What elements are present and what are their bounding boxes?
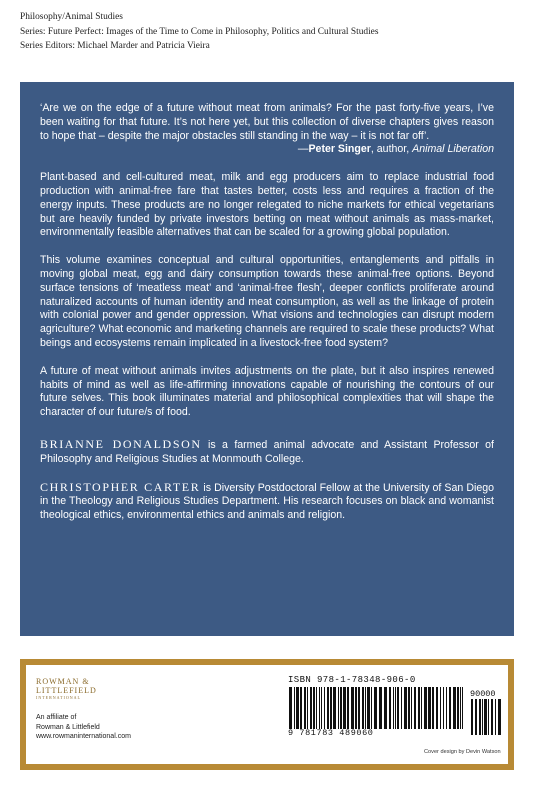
barcode-bar: [443, 687, 444, 729]
barcode-bar: [440, 687, 441, 729]
quote-text: ‘Are we on the edge of a future without meat from animals? For the past forty-five years, I’ve been waiting for that future. It’s not here yet, but this collection of diverse chapters gives reason to hope that – despite the major obstacles still standing in the way – it is not far off’.: [40, 102, 494, 142]
barcode-bar: [428, 687, 431, 729]
barcode-bar: [343, 687, 346, 729]
barcode-bar: [404, 687, 407, 729]
barcode-bar: [436, 687, 438, 729]
author-bio-text: is a farmed animal advocate and Assistant Professor of Philosophy and Religious Studies at Monmouth College.: [40, 438, 494, 465]
description-paragraph-3: A future of meat without animals invites adjustments on the plate, but it also inspires renewed habits of mind as well as life-affirming innovations capable of nourishing the contours of our future selves. This book illuminates material and philosophical complexities that will shape the character of our future/s of food.: [40, 364, 494, 419]
barcode-bars-icon: [288, 687, 466, 729]
isbn-number: ISBN 978-1-78348-906-0: [288, 675, 416, 685]
barcode-bar: [482, 699, 483, 735]
barcode-bar: [479, 699, 481, 735]
barcode-bar: [289, 687, 292, 729]
barcode-bar: [338, 687, 339, 729]
barcode-bar: [321, 687, 322, 729]
barcode-bar: [395, 687, 396, 729]
barcode-bar: [365, 687, 366, 729]
barcode-bar: [384, 687, 387, 729]
barcode-bar: [475, 699, 477, 735]
barcode-bar: [498, 699, 501, 735]
author-bio-donaldson: [40, 438, 494, 467]
barcode-bar: [327, 687, 329, 729]
barcode-bar: [313, 687, 315, 729]
publisher-inner: [26, 665, 508, 764]
barcode-bar: [379, 687, 382, 729]
barcode-bar: [324, 687, 325, 729]
barcode-bar: [495, 699, 496, 735]
barcode-bar: [491, 699, 493, 735]
barcode-bar: [310, 687, 312, 729]
barcode-bar: [397, 687, 399, 729]
barcode-bar: [362, 687, 364, 729]
barcode-bar: [488, 699, 489, 735]
barcode-bar: [408, 687, 410, 729]
barcode-bar: [333, 687, 336, 729]
blurb-panel: [20, 82, 514, 636]
series-line: Series: Future Perfect: Images of the Time to Come in Philosophy, Politics and Cultural Studies: [20, 26, 379, 37]
barcode-bar: [294, 687, 295, 729]
publisher-affiliate: An affiliate of Rowman & Littlefield www.rowmaninternational.com: [36, 714, 131, 740]
barcode-bar: [401, 687, 402, 729]
barcode-bar: [296, 687, 299, 729]
author-name: BRIANNE DONALDSON: [40, 436, 202, 451]
barcode-bar: [319, 687, 320, 729]
barcode-bar: [432, 687, 434, 729]
author-bio-text: is Diversity Postdoctoral Fellow at the University of San Diego in the Theology and Religious Studies Department. His research focuses on black and womanist theological ethics, environmental ethics and animals and religion.: [40, 481, 495, 522]
barcode-bar: [411, 687, 412, 729]
barcode-bar: [418, 687, 420, 729]
barcode-bar: [374, 687, 377, 729]
quote-author: Peter Singer: [308, 143, 371, 156]
barcode-bar: [355, 687, 357, 729]
barcode-digits: 9 781783 489060: [288, 728, 374, 738]
barcode-bar: [367, 687, 370, 729]
barcode-bar: [316, 687, 317, 729]
barcode-bar: [457, 687, 459, 729]
barcode-bar: [414, 687, 416, 729]
publisher-website: www.rowmaninternational.com: [36, 733, 131, 740]
editors-line: Series Editors: Michael Marder and Patricia Vieira: [20, 41, 210, 52]
price-barcode-icon: [470, 699, 502, 735]
barcode-bar: [449, 687, 451, 729]
barcode-bar: [484, 699, 487, 735]
cover-design-credit: Cover design by Devin Watson: [424, 749, 501, 755]
barcode-bar: [393, 687, 394, 729]
publisher-panel: [20, 659, 514, 770]
barcode-bar: [462, 687, 463, 729]
quote-book-title: Animal Liberation: [412, 143, 494, 156]
barcode-bar: [371, 687, 372, 729]
publisher-logo: ROWMAN & LITTLEFIELD INTERNATIONAL: [36, 677, 97, 700]
barcode-bar: [424, 687, 427, 729]
barcode-bar: [304, 687, 306, 729]
barcode-bar: [358, 687, 360, 729]
barcode-bar: [347, 687, 349, 729]
barcode-bar: [460, 687, 461, 729]
description-paragraph-2: This volume examines conceptual and cultural opportunities, entanglements and pitfalls in moving global meat, egg and dairy consumption towards these animal-free options. Beyond surface tensions of ‘meatless meat’ and ‘animal-free flesh’, deeper conflicts proliferate around naturalized accounts of human identity and meat consumption, as well as the linkage of protein with colonial power and gender oppression. What visions and technologies can disrupt modern agriculture? What economic and marketing channels are required to scale these products? What beings and ecosystems remain implicated in a livestock-free food system?: [40, 254, 494, 349]
isbn-barcode: [288, 675, 503, 737]
barcode-bar: [421, 687, 422, 729]
barcode-bar: [300, 687, 302, 729]
author-bio-carter: [40, 481, 494, 523]
barcode-bar: [453, 687, 456, 729]
header-meta: [20, 10, 520, 54]
barcode-bar: [351, 687, 354, 729]
barcode-bar: [446, 687, 447, 729]
author-name: CHRISTOPHER CARTER: [40, 479, 201, 494]
category-line: Philosophy/Animal Studies: [20, 12, 123, 22]
barcode-bar: [307, 687, 308, 729]
barcode-bar: [340, 687, 342, 729]
quote-attribution: —Peter Singer, author, Animal Liberation: [297, 143, 494, 156]
price-code: 90000: [470, 689, 496, 699]
endorsement-quote: [40, 102, 494, 157]
description-paragraph-1: Plant-based and cell-cultured meat, milk and egg producers aim to replace industrial food production with animal-free fare that tastes better, costs less and requires a fraction of the energy inputs. These products are no longer relegated to niche markets for ethical vegetarians but are heavily funded by private investors betting on meat without animals as mass-market, environmentally feasible alternatives that can be scaled for a growing global population.: [40, 171, 494, 239]
barcode-bar: [471, 699, 473, 735]
barcode-bar: [389, 687, 391, 729]
barcode-bar: [330, 687, 332, 729]
